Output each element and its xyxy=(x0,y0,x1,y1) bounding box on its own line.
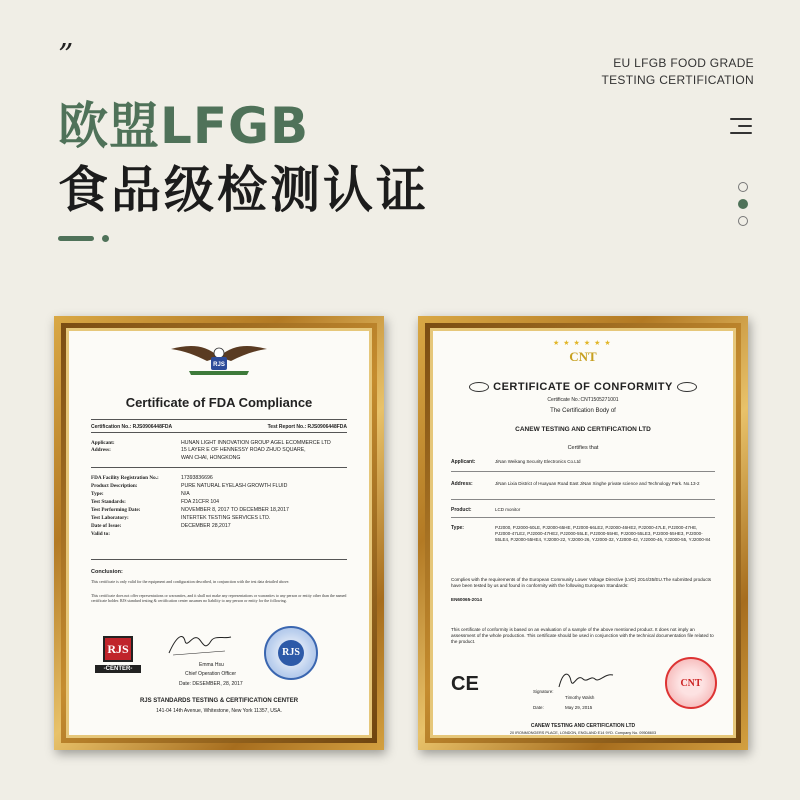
emblem-label: RJS xyxy=(213,362,225,368)
dot-1[interactable] xyxy=(738,182,748,192)
signer-role: Chief Operation Officer xyxy=(185,671,237,677)
conclusion-text-1: This certificate is only valid for the equipment and configuration described, in conjunction with the test data detailed above. xyxy=(91,579,290,584)
menu-icon[interactable] xyxy=(726,118,752,136)
address-value: JiNan Lixia District of Huayuan Road East JiNan Xinghe private science and Technology Park. No.13-2 xyxy=(495,481,700,486)
divider xyxy=(451,517,715,518)
divider xyxy=(451,471,715,472)
page-title-line1: 欧盟LFGB xyxy=(58,97,310,155)
conclusion-heading: Conclusion: xyxy=(91,569,123,575)
date-label: Date: xyxy=(533,705,544,710)
applicant-label: Applicant: xyxy=(451,459,476,465)
accent-dot xyxy=(102,235,109,242)
conclusion-text-2: This certificate does not offer representations or warranties, and it shall not make any representations or warranties to any person or entity other than the named certificate holder. RJS standard testing & certification center assumes no liability to any person or entity for the following. xyxy=(91,593,347,603)
dot-2[interactable] xyxy=(738,199,748,209)
applicant-value: JiNan Weikang Security Electronics Co.Ltd xyxy=(495,459,581,464)
product-value: LCD monitor xyxy=(495,507,521,512)
divider xyxy=(91,432,347,433)
seal-text: CNT xyxy=(680,678,702,689)
conformity-title: CERTIFICATE OF CONFORMITY xyxy=(433,381,733,393)
subtitle-line1: EU LFGB FOOD GRADE xyxy=(613,56,754,70)
signed-date: Date: DESEMBER, 28, 2017 xyxy=(179,681,243,687)
signer-name: Timothy Walsh xyxy=(565,695,595,700)
cnt-certificate xyxy=(433,331,733,735)
type-value: PJ2000, PJ2000-60LE, PJ2000-65HE, PJ2000-66LE2, PJ2000-46HE2, PJ2000-47LE, PJ2000-47HE, PJ2000-47LE2, PJ2000-47HE2, PJ2000-55LE, PJ2000-55HE, PJ2000-55LE3, PJ2000-55HE3, PJ2000-55LE4, PJ2000-55HE4, YJ2000-22, YJ2000-26, YJ2000-32, YJ2000-42, YJ2000-46, YJ2000-55, YJ2000-84 xyxy=(495,525,711,542)
red-seal xyxy=(665,657,717,709)
pagination-dots xyxy=(738,182,750,233)
cnt-footer-title: CANEW TESTING AND CERTIFICATION LTD xyxy=(530,723,636,729)
fda-footer-address: 141-04 14th Avenue, Whitestone, New York 11357, USA. xyxy=(156,708,282,714)
subtitle xyxy=(601,55,754,89)
organization: CANEW TESTING AND CERTIFICATION LTD xyxy=(515,426,651,433)
signature-icon xyxy=(555,667,615,693)
fda-certificate: RJS Certificate of FDA Compliance Certification No.: RJS0906448FDA Test Report No.: RJS0906448FDA Applicant: HUNAN LIGHT INNOVATION GROUP AGEL ECOMMERCE LTD Address: 15 LAYER E OF HENNESSY ROAD ZHUO SQUARE, WAN CHAI, HONGKONG FDA Facility Registration No.: 17393836696 Product Description: PURE NATURAL EYELASH GROWTH FLUID Type: N/A Test Standards: FDA 21CFR 104 Test Performing Date: NOVEMBER 8, 2017 TO DECEMBER 18,2017 Test Laboratory: INTERTEK TESTING SERVICES LTD. Date of Issue: DECEMBER 28,2017 Valid to: Conclusion: This certificate is only valid for the equipment and configuration described, in conjunction with the test data detailed above. This certificate does not offer representations or warranties, and it shall not make any representations or warranties to any person or entity other than the named certificate holder. RJS standard testing & certification center assumes no liability to any person or entity for the following. RJS -CENTER- Emma Hsu Chief Operation Officer Date: DESEMBER, 28, 2017 RJS RJS STANDARDS TESTING & CERTIFICATION CENTER 141-04 14th Avenue, Whitestone, New York 11357, USA. xyxy=(69,331,369,735)
complies-text: Complies with the requirements of the European Community Lower Voltage Directive (LVD) 2014/35/EU.The submitted products have been tested by us and found in conformity with the following European Standards: xyxy=(451,577,712,588)
fda-footer-title: RJS STANDARDS TESTING & CERTIFICATION CENTER xyxy=(139,698,299,704)
divider xyxy=(91,559,347,560)
rjs-logo-label: -CENTER- xyxy=(95,665,141,673)
cnt-logo-text: CNT xyxy=(569,349,597,364)
stars-icon: ★★★★★★ xyxy=(553,340,615,347)
page-title-line2: 食品级检测认证 xyxy=(58,161,429,219)
subtitle-line2: TESTING CERTIFICATION xyxy=(601,73,754,87)
test-report-no: Test Report No.: RJS0906448FDA xyxy=(267,424,347,430)
divider xyxy=(91,467,347,468)
quote-mark: ” xyxy=(58,38,74,73)
ce-mark: CE xyxy=(451,673,479,695)
signer-name: Emma Hsu xyxy=(199,662,224,668)
type-label: Type: xyxy=(451,525,464,531)
dot-3[interactable] xyxy=(738,216,748,226)
divider xyxy=(451,499,715,500)
product-label: Product: xyxy=(451,507,472,513)
fda-title: Certificate of FDA Compliance xyxy=(125,395,313,410)
divider xyxy=(91,419,347,420)
body-line: The Certification Body of xyxy=(550,408,616,414)
date-value: May 29, 2015 xyxy=(565,705,593,710)
seal-text: RJS xyxy=(278,640,304,666)
accent-line xyxy=(58,236,94,241)
standard: EN60065-2014 xyxy=(451,597,482,602)
certifies-that: Certifies that xyxy=(567,445,599,451)
address-label: Address: xyxy=(451,481,473,487)
cnt-certificate-frame xyxy=(418,316,748,750)
eagle-emblem-icon xyxy=(169,339,269,379)
certificate-no: Certificate No.:CNT1505271001 xyxy=(547,397,619,403)
disclaimer: This certificate of conformity is based on an evaluation of a sample of the above mentioned product. It does not imply an assessment of the whole production. This certificate should be used in conjunction with the technical documentation file related to the product. xyxy=(451,627,714,644)
cnt-footer-address: 20 IRONMONGERS PLACE, LONDON, ENGLAND E14 9YD. Company No. 09508603 xyxy=(509,731,657,735)
blue-seal xyxy=(264,626,318,680)
signature-icon xyxy=(165,629,235,659)
fda-certificate-frame xyxy=(54,316,384,750)
signature-label: Signature: xyxy=(533,689,554,694)
rjs-logo xyxy=(95,636,141,673)
certification-no: Certification No.: RJS0906448FDA xyxy=(91,424,173,430)
rjs-logo-mark: RJS xyxy=(103,636,133,662)
cnt-logo xyxy=(553,337,613,373)
